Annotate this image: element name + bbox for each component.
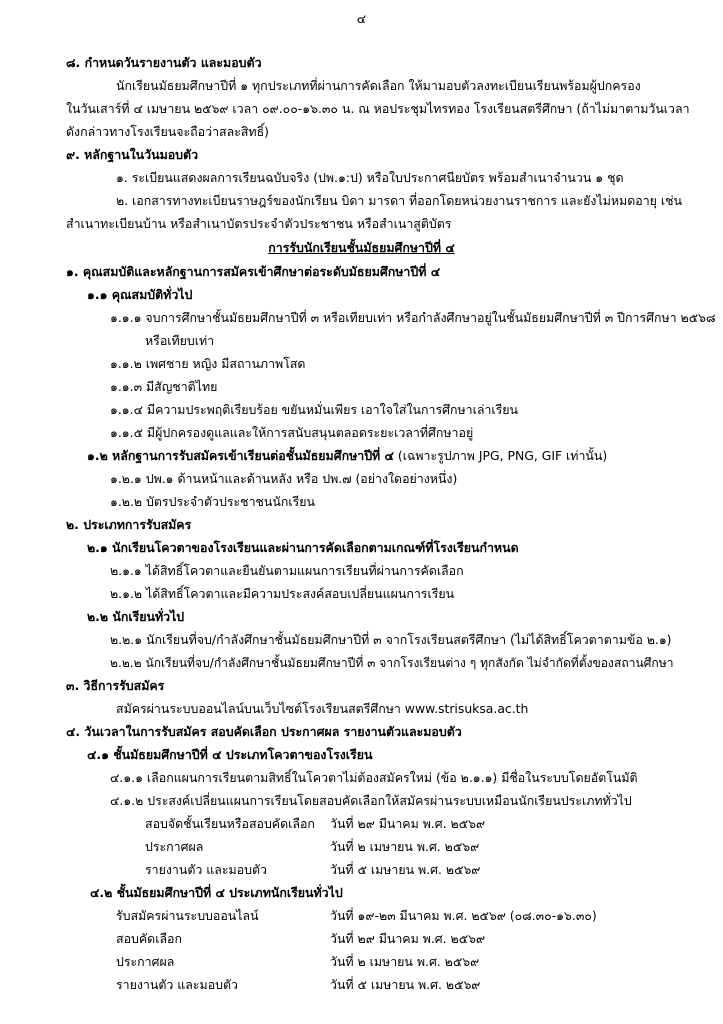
quota-schedule-row-date: วันที่ ๕ เมษายน พ.ศ. ๒๕๖๙ bbox=[330, 862, 481, 877]
topic-2-1-title: ๒.๑ นักเรียนโควตาของโรงเรียนและผ่านการคัดเลือกตามเกณฑ์ที่โรงเรียนกำหนด bbox=[87, 540, 519, 555]
m4-admission-heading: การรับนักเรียนชั้นมัธยมศึกษาปีที่ ๔ bbox=[268, 240, 455, 255]
general-schedule-row-date: วันที่ ๑๙-๒๓ มีนาคม พ.ศ. ๒๕๖๙ (๐๘.๓๐-๑๖.๓๐) bbox=[330, 908, 597, 923]
section-8-paragraph-line-1: นักเรียนมัธยมศึกษาปีที่ ๑ ทุกประเภทที่ผ่านการคัดเลือก ให้มามอบตัวลงทะเบียนเรียนพร้อมผู้ปกครอง bbox=[116, 78, 641, 93]
section-9-item-1: ๑. ระเบียนแสดงผลการเรียนฉบับจริง (ปพ.๑:ป) หรือใบประกาศนียบัตร พร้อมสำเนาจำนวน ๑ ชุด bbox=[116, 170, 624, 185]
section-9-title: ๙. หลักฐานในวันมอบตัว bbox=[66, 147, 199, 162]
section-9-item-2-line-1: ๒. เอกสารทางทะเบียนราษฎร์ของนักเรียน บิดา มารดา ที่ออกโดยหน่วยงานราชการ และยังไม่หมดอายุ เช่น bbox=[116, 193, 682, 208]
topic-3-text: สมัครผ่านระบบออนไลน์บนเว็บไซต์โรงเรียนสตรีศึกษา www.strisuksa.ac.th bbox=[116, 701, 529, 716]
item-2-1-2: ๒.๑.๒ ได้สิทธิ์โควตาและมีความประสงค์สอบเปลี่ยนแผนการเรียน bbox=[110, 586, 455, 601]
topic-4-1-title: ๔.๑ ชั้นมัธยมศึกษาปีที่ ๔ ประเภทโควตาของโรงเรียน bbox=[87, 747, 373, 762]
item-1-1-4: ๑.๑.๔ มีความประพฤติเรียบร้อย ขยันหมั่นเพียร เอาใจใส่ในการศึกษาเล่าเรียน bbox=[110, 402, 519, 417]
item-4-1-2: ๔.๑.๒ ประสงค์เปลี่ยนแผนการเรียนโดยสอบคัดเลือกให้สมัครผ่านระบบเหมือนนักเรียนประเภททั่วไป bbox=[110, 793, 632, 808]
item-1-1-1-line-1: ๑.๑.๑ จบการศึกษาชั้นมัธยมศึกษาปีที่ ๓ หรือเทียบเท่า หรือกำลังศึกษาอยู่ในชั้นมัธยมศึกษาปีที่ ๓ ปีการศึกษา ๒๕๖๘ bbox=[110, 310, 716, 325]
topic-2-title: ๒. ประเภทการรับสมัคร bbox=[66, 517, 192, 532]
general-schedule-row-label: รายงานตัว และมอบตัว bbox=[116, 977, 239, 992]
quota-schedule-row-date: วันที่ ๒๙ มีนาคม พ.ศ. ๒๕๖๙ bbox=[330, 816, 486, 831]
item-2-2-1: ๒.๒.๑ นักเรียนที่จบ/กำลังศึกษาชั้นมัธยมศึกษาปีที่ ๓ จากโรงเรียนสตรีศึกษา (ไม่ได้สิทธิ์โควตาตามข้อ ๒.๑) bbox=[110, 632, 672, 647]
topic-3-title: ๓. วิธีการรับสมัคร bbox=[66, 678, 165, 693]
item-1-2-1: ๑.๒.๑ ปพ.๑ ด้านหน้าและด้านหลัง หรือ ปพ.๗ (อย่างใดอย่างหนึ่ง) bbox=[110, 471, 458, 486]
general-schedule-row-label: สอบคัดเลือก bbox=[116, 931, 182, 946]
item-1-1-3: ๑.๑.๓ มีสัญชาติไทย bbox=[110, 379, 218, 394]
topic-1-2-title-bold: ๑.๒ หลักฐานการรับสมัครเข้าเรียนต่อชั้นมัธยมศึกษาปีที่ ๔ bbox=[87, 448, 394, 463]
topic-4-2-title: ๔.๒ ชั้นมัธยมศึกษาปีที่ ๔ ประเภทนักเรียนทั่วไป bbox=[90, 885, 343, 900]
quota-schedule-row-label: รายงานตัว และมอบตัว bbox=[145, 862, 268, 877]
quota-schedule-row-date: วันที่ ๒ เมษายน พ.ศ. ๒๕๖๙ bbox=[330, 839, 480, 854]
page-number: ๔ bbox=[356, 11, 367, 26]
item-1-1-5: ๑.๑.๕ มีผู้ปกครองดูแลและให้การสนับสนุนตลอดระยะเวลาที่ศึกษาอยู่ bbox=[110, 425, 474, 440]
general-schedule-row-date: วันที่ ๕ เมษายน พ.ศ. ๒๕๖๙ bbox=[330, 977, 481, 992]
item-4-1-1: ๔.๑.๑ เลือกแผนการเรียนตามสิทธิ์ในโควตาไม่ต้องสมัครใหม่ (ข้อ ๒.๑.๑) มีชื่อในระบบโดยอัตโนมัติ bbox=[110, 770, 638, 785]
item-1-1-1-line-2: หรือเทียบเท่า bbox=[145, 333, 215, 348]
quota-schedule-row-label: ประกาศผล bbox=[145, 839, 204, 854]
topic-1-title: ๑. คุณสมบัติและหลักฐานการสมัครเข้าศึกษาต่อระดับมัธยมศึกษาปีที่ ๔ bbox=[66, 264, 441, 279]
section-8-paragraph-line-2: ในวันเสาร์ที่ ๔ เมษายน ๒๕๖๙ เวลา ๐๙.๐๐-๑๖.๓๐ น. ณ หอประชุมไทรทอง โรงเรียนสตรีศึกษา (ถ้าไม่มาตามวันเวลา bbox=[66, 101, 690, 116]
section-9-item-2-line-2: สำเนาทะเบียนบ้าน หรือสำเนาบัตรประจำตัวประชาชน หรือสำเนาสูติบัตร bbox=[66, 216, 452, 231]
section-8-paragraph-line-3: ดังกล่าวทางโรงเรียนจะถือว่าสละสิทธิ์) bbox=[66, 124, 269, 139]
item-1-1-2: ๑.๑.๒ เพศชาย หญิง มีสถานภาพโสด bbox=[110, 356, 306, 371]
topic-2-2-title: ๒.๒ นักเรียนทั่วไป bbox=[87, 609, 185, 624]
general-schedule-row-label: ประกาศผล bbox=[116, 954, 175, 969]
general-schedule-row-label: รับสมัครผ่านระบบออนไลน์ bbox=[116, 908, 259, 923]
section-8-title: ๘. กำหนดวันรายงานตัว และมอบตัว bbox=[66, 55, 262, 70]
topic-4-title: ๔. วันเวลาในการรับสมัคร สอบคัดเลือก ประกาศผล รายงานตัวและมอบตัว bbox=[66, 724, 462, 739]
general-schedule-row-date: วันที่ ๒๙ มีนาคม พ.ศ. ๒๕๖๙ bbox=[330, 931, 486, 946]
item-1-2-2: ๑.๒.๒ บัตรประจำตัวประชาชนนักเรียน bbox=[110, 494, 315, 509]
topic-1-2-title-note: (เฉพาะรูปภาพ JPG, PNG, GIF เท่านั้น) bbox=[393, 448, 608, 463]
item-2-2-2: ๒.๒.๒ นักเรียนที่จบ/กำลังศึกษาชั้นมัธยมศึกษาปีที่ ๓ จากโรงเรียนต่าง ๆ ทุกสังกัด ไม่จำกัดที่ตั้งของสถานศึกษา bbox=[110, 656, 674, 670]
general-schedule-row-date: วันที่ ๒ เมษายน พ.ศ. ๒๕๖๙ bbox=[330, 954, 480, 969]
item-2-1-1: ๒.๑.๑ ได้สิทธิ์โควตาและยืนยันตามแผนการเรียนที่ผ่านการคัดเลือก bbox=[110, 563, 464, 578]
topic-1-1-title: ๑.๑ คุณสมบัติทั่วไป bbox=[87, 287, 193, 302]
topic-1-2-title bbox=[87, 445, 607, 467]
quota-schedule-row-label: สอบจัดชั้นเรียนหรือสอบคัดเลือก bbox=[145, 816, 315, 831]
